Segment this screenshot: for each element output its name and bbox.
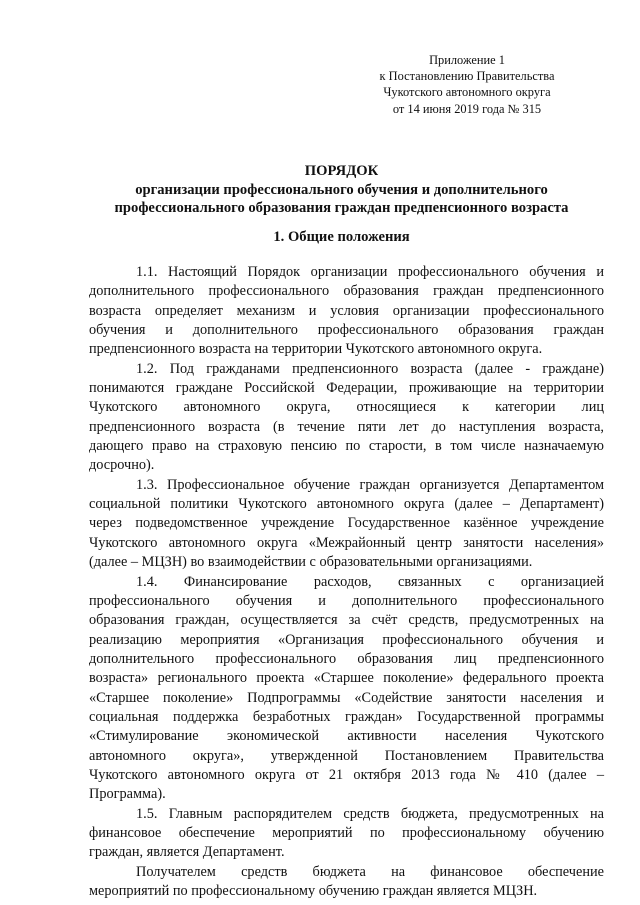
- paragraph-line: обучения и дополнительного профессионального образования граждан: [89, 322, 604, 339]
- paragraph-line: возраста» регионального проекта «Старшее поколение» федерального проекта: [89, 670, 604, 687]
- paragraph: [89, 360, 604, 476]
- paragraph-line: автономного округа», утвержденной Постановлением Правительства: [89, 747, 604, 764]
- paragraph-line: 1.1. Настоящий Порядок организации профессионального обучения и: [136, 264, 604, 280]
- paragraph-line: предпенсионного возраста на территории Чукотского автономного округа.: [89, 341, 543, 358]
- paragraph: [89, 476, 604, 573]
- paragraph: [89, 573, 604, 805]
- paragraph-line: дающего право на страховую пенсию по старости, в том числе назначаемую: [89, 438, 604, 455]
- paragraph-line: дополнительного профессионального образования граждан предпенсионного: [89, 283, 604, 300]
- document-heading: [60, 162, 623, 218]
- paragraph-line: (далее – МЦЗН) во взаимодействии с образовательными организациями.: [89, 554, 533, 571]
- paragraph-line: досрочно).: [89, 457, 155, 474]
- paragraph-line: через подведомственное учреждение Государственное казённое учреждение: [89, 515, 604, 532]
- paragraph: [89, 263, 604, 360]
- paragraph-line: 1.2. Под гражданами предпенсионного возраста (далее - граждане): [136, 360, 604, 377]
- paragraph-line: Программа).: [89, 786, 166, 803]
- paragraph: [89, 805, 604, 863]
- paragraph-line: мероприятий по профессиональному обучению граждан является МЦЗН.: [89, 883, 538, 899]
- paragraph-line: Чукотского автономного округа от 21 октября 2013 года № 410 (далее –: [89, 766, 604, 783]
- appendix-line: Приложение 1: [429, 53, 505, 67]
- paragraph-line: 1.5. Главным распорядителем средств бюджета, предусмотренных на: [136, 805, 604, 822]
- paragraph-line: Чукотского автономного округа «Межрайонный центр занятости населения»: [89, 534, 604, 551]
- document-subtitle-line: профессионального образования граждан предпенсионного возраста: [114, 200, 569, 216]
- document-body: [89, 263, 604, 901]
- paragraph-line: граждан, является Департамент.: [89, 844, 285, 861]
- paragraph-line: профессионального обучения и дополнительного профессионального: [89, 592, 604, 609]
- appendix-line: от 14 июня 2019 года № 315: [392, 101, 542, 116]
- paragraph-line: «Старшее поколение» Подпрограммы «Содействие занятости населения и: [89, 689, 604, 706]
- appendix-line: к Постановлению Правительства: [379, 69, 555, 84]
- paragraph-line: социальная поддержка безработных граждан» Государственной программы: [89, 708, 604, 725]
- document-title: ПОРЯДОК: [304, 163, 379, 179]
- appendix-line: Чукотского автономного округа: [383, 85, 551, 100]
- paragraph-line: социальной политики Чукотского автономного округа (далее – Департамент): [89, 496, 604, 513]
- paragraph-line: дополнительного профессионального образования лиц предпенсионного: [89, 650, 604, 667]
- paragraph-line: Чукотского автономного округа, относящиеся к категории лиц: [89, 399, 604, 416]
- paragraph: [89, 863, 604, 902]
- paragraph-line: возраста определяет механизм и условия организации профессионального: [89, 302, 604, 319]
- paragraph-line: предпенсионного возраста (в течение пяти лет до наступления возраста,: [89, 418, 604, 435]
- document-subtitle-line: организации профессионального обучения и дополнительного: [135, 181, 548, 198]
- paragraph-line: понимаются граждане Российской Федерации, проживающие на территории: [89, 380, 604, 397]
- paragraph-line: образования граждан, осуществляется за счёт средств, предусмотренных на: [89, 612, 604, 629]
- paragraph-line: финансовое обеспечение мероприятий по профессиональному обучению: [89, 824, 604, 841]
- paragraph-line: 1.3. Профессиональное обучение граждан организуется Департаментом: [136, 476, 604, 493]
- paragraph-line: Получателем средств бюджета на финансовое обеспечение: [136, 863, 604, 880]
- paragraph-line: 1.4. Финансирование расходов, связанных с организацией: [136, 573, 604, 590]
- paragraph-line: реализацию мероприятия «Организация профессионального обучения и: [89, 631, 604, 648]
- section-title: 1. Общие положения: [273, 229, 410, 245]
- appendix-block: [352, 52, 582, 117]
- paragraph-line: «Стимулирование экономической активности населения Чукотского: [89, 728, 604, 745]
